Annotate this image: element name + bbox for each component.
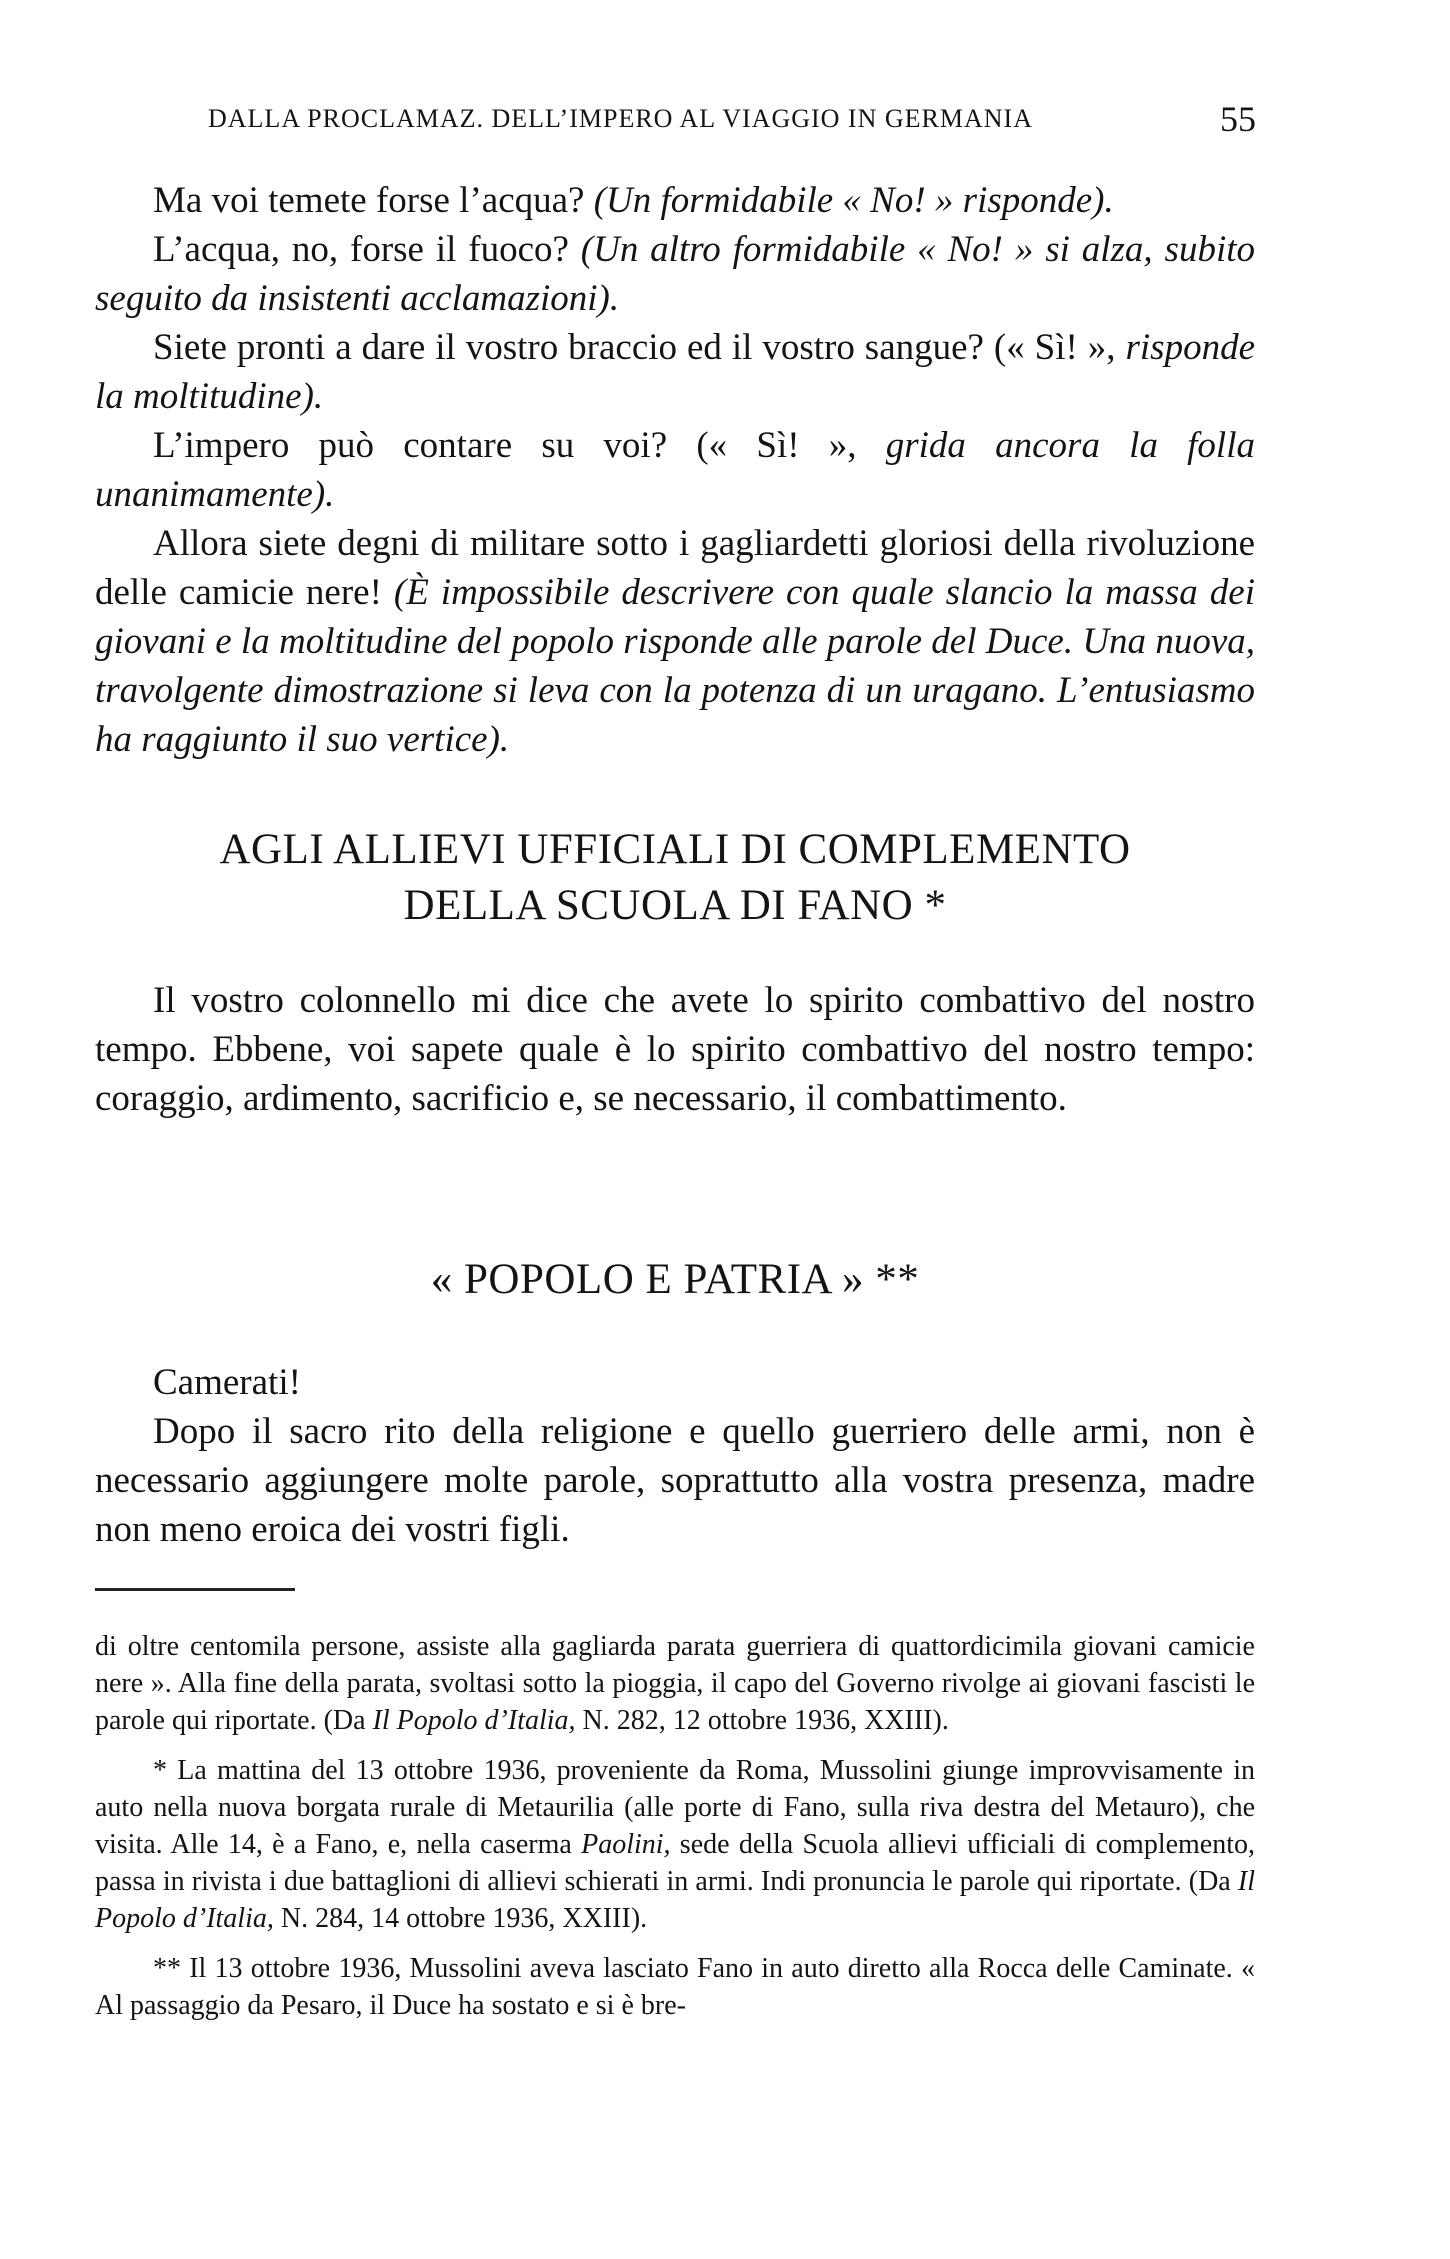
running-header	[208, 99, 1258, 139]
footnote: * La mattina del 13 ottobre 1936, proveniente da Roma, Mussolini giunge improvvisamente in auto nella nuova borgata rurale di Metaurilia (alle porte di Fano, sulla riva destra del Metauro), che visita. Alle 14, è a Fano, e, nella caserma Paolini, sede della Scuola allievi ufficiali di complemento, passa in rivista i due battaglioni di allievi schierati in armi. Indi pronuncia le parole qui riportate. (Da Il Popolo d’Italia, N. 284, 14 ottobre 1936, XXIII).	[95, 1755, 1256, 1934]
paragraph: Ma voi temete forse l’acqua? (Un formidabile « No! » risponde).	[153, 180, 1114, 221]
footnote: ** Il 13 ottobre 1936, Mussolini aveva lasciato Fano in auto diretto alla Rocca delle Caminate. « Al passaggio da Pesaro, il Duce ha sostato e si è bre-	[95, 1953, 1255, 2021]
section-text-fano	[95, 976, 1255, 1123]
paragraph: Il vostro colonnello mi dice che avete lo spirito combattivo del nostro tempo. Ebbene, voi sapete quale è lo spirito combattivo del nostro tempo: coraggio, ardimento, sacrificio e, se necessario, il combattimento.	[95, 980, 1255, 1119]
page-number: 55	[1220, 99, 1256, 139]
heading-line: DELLA SCUOLA DI FANO *	[403, 882, 947, 929]
footnote-continuation: di oltre centomila persone, assiste alla gagliarda parata guerriera di quattordicimila giovani camicie nere ». Alla fine della parata, svoltasi sotto la pioggia, il capo del Governo rivolge ai giovani fascisti le parole qui riportate. (Da Il Popolo d’Italia, N. 282, 12 ottobre 1936, XXIII).	[95, 1631, 1255, 1736]
paragraph: Siete pronti a dare il vostro braccio ed il vostro sangue? (« Sì! », risponde la moltitudine).	[95, 327, 1256, 417]
footnotes	[95, 1628, 1255, 2037]
salutation: Camerati!	[153, 1362, 301, 1403]
paragraph: Dopo il sacro rito della religione e quello guerriero delle armi, non è necessario aggiungere molte parole, soprattutto alla vostra presenza, madre non meno eroica dei vostri figli.	[95, 1411, 1255, 1550]
paragraph: L’acqua, no, forse il fuoco? (Un altro formidabile « No! » si alza, subito seguito da insistenti acclamazioni).	[95, 229, 1256, 319]
section-heading-popolo	[95, 1252, 1255, 1308]
speech-continuation	[95, 176, 1255, 764]
heading-line: « POPOLO E PATRIA » **	[430, 1256, 920, 1303]
section-text-popolo	[95, 1358, 1255, 1554]
heading-line: AGLI ALLIEVI UFFICIALI DI COMPLEMENTO	[219, 826, 1131, 873]
footnote-divider	[95, 1588, 295, 1591]
section-heading-fano	[95, 822, 1255, 934]
running-title: DALLA PROCLAMAZ. DELL’IMPERO AL VIAGGIO IN GERMANIA	[208, 104, 1033, 133]
paragraph: Allora siete degni di militare sotto i gagliardetti gloriosi della rivoluzione delle camicie nere! (È impossibile descrivere con quale slancio la massa dei giovani e la moltitudine del popolo risponde alle parole del Duce. Una nuova, travolgente dimostrazione si leva con la potenza di un uragano. L’entusiasmo ha raggiunto il suo vertice).	[95, 523, 1256, 760]
paragraph: L’impero può contare su voi? (« Sì! », grida ancora la folla unanimamente).	[95, 425, 1255, 515]
